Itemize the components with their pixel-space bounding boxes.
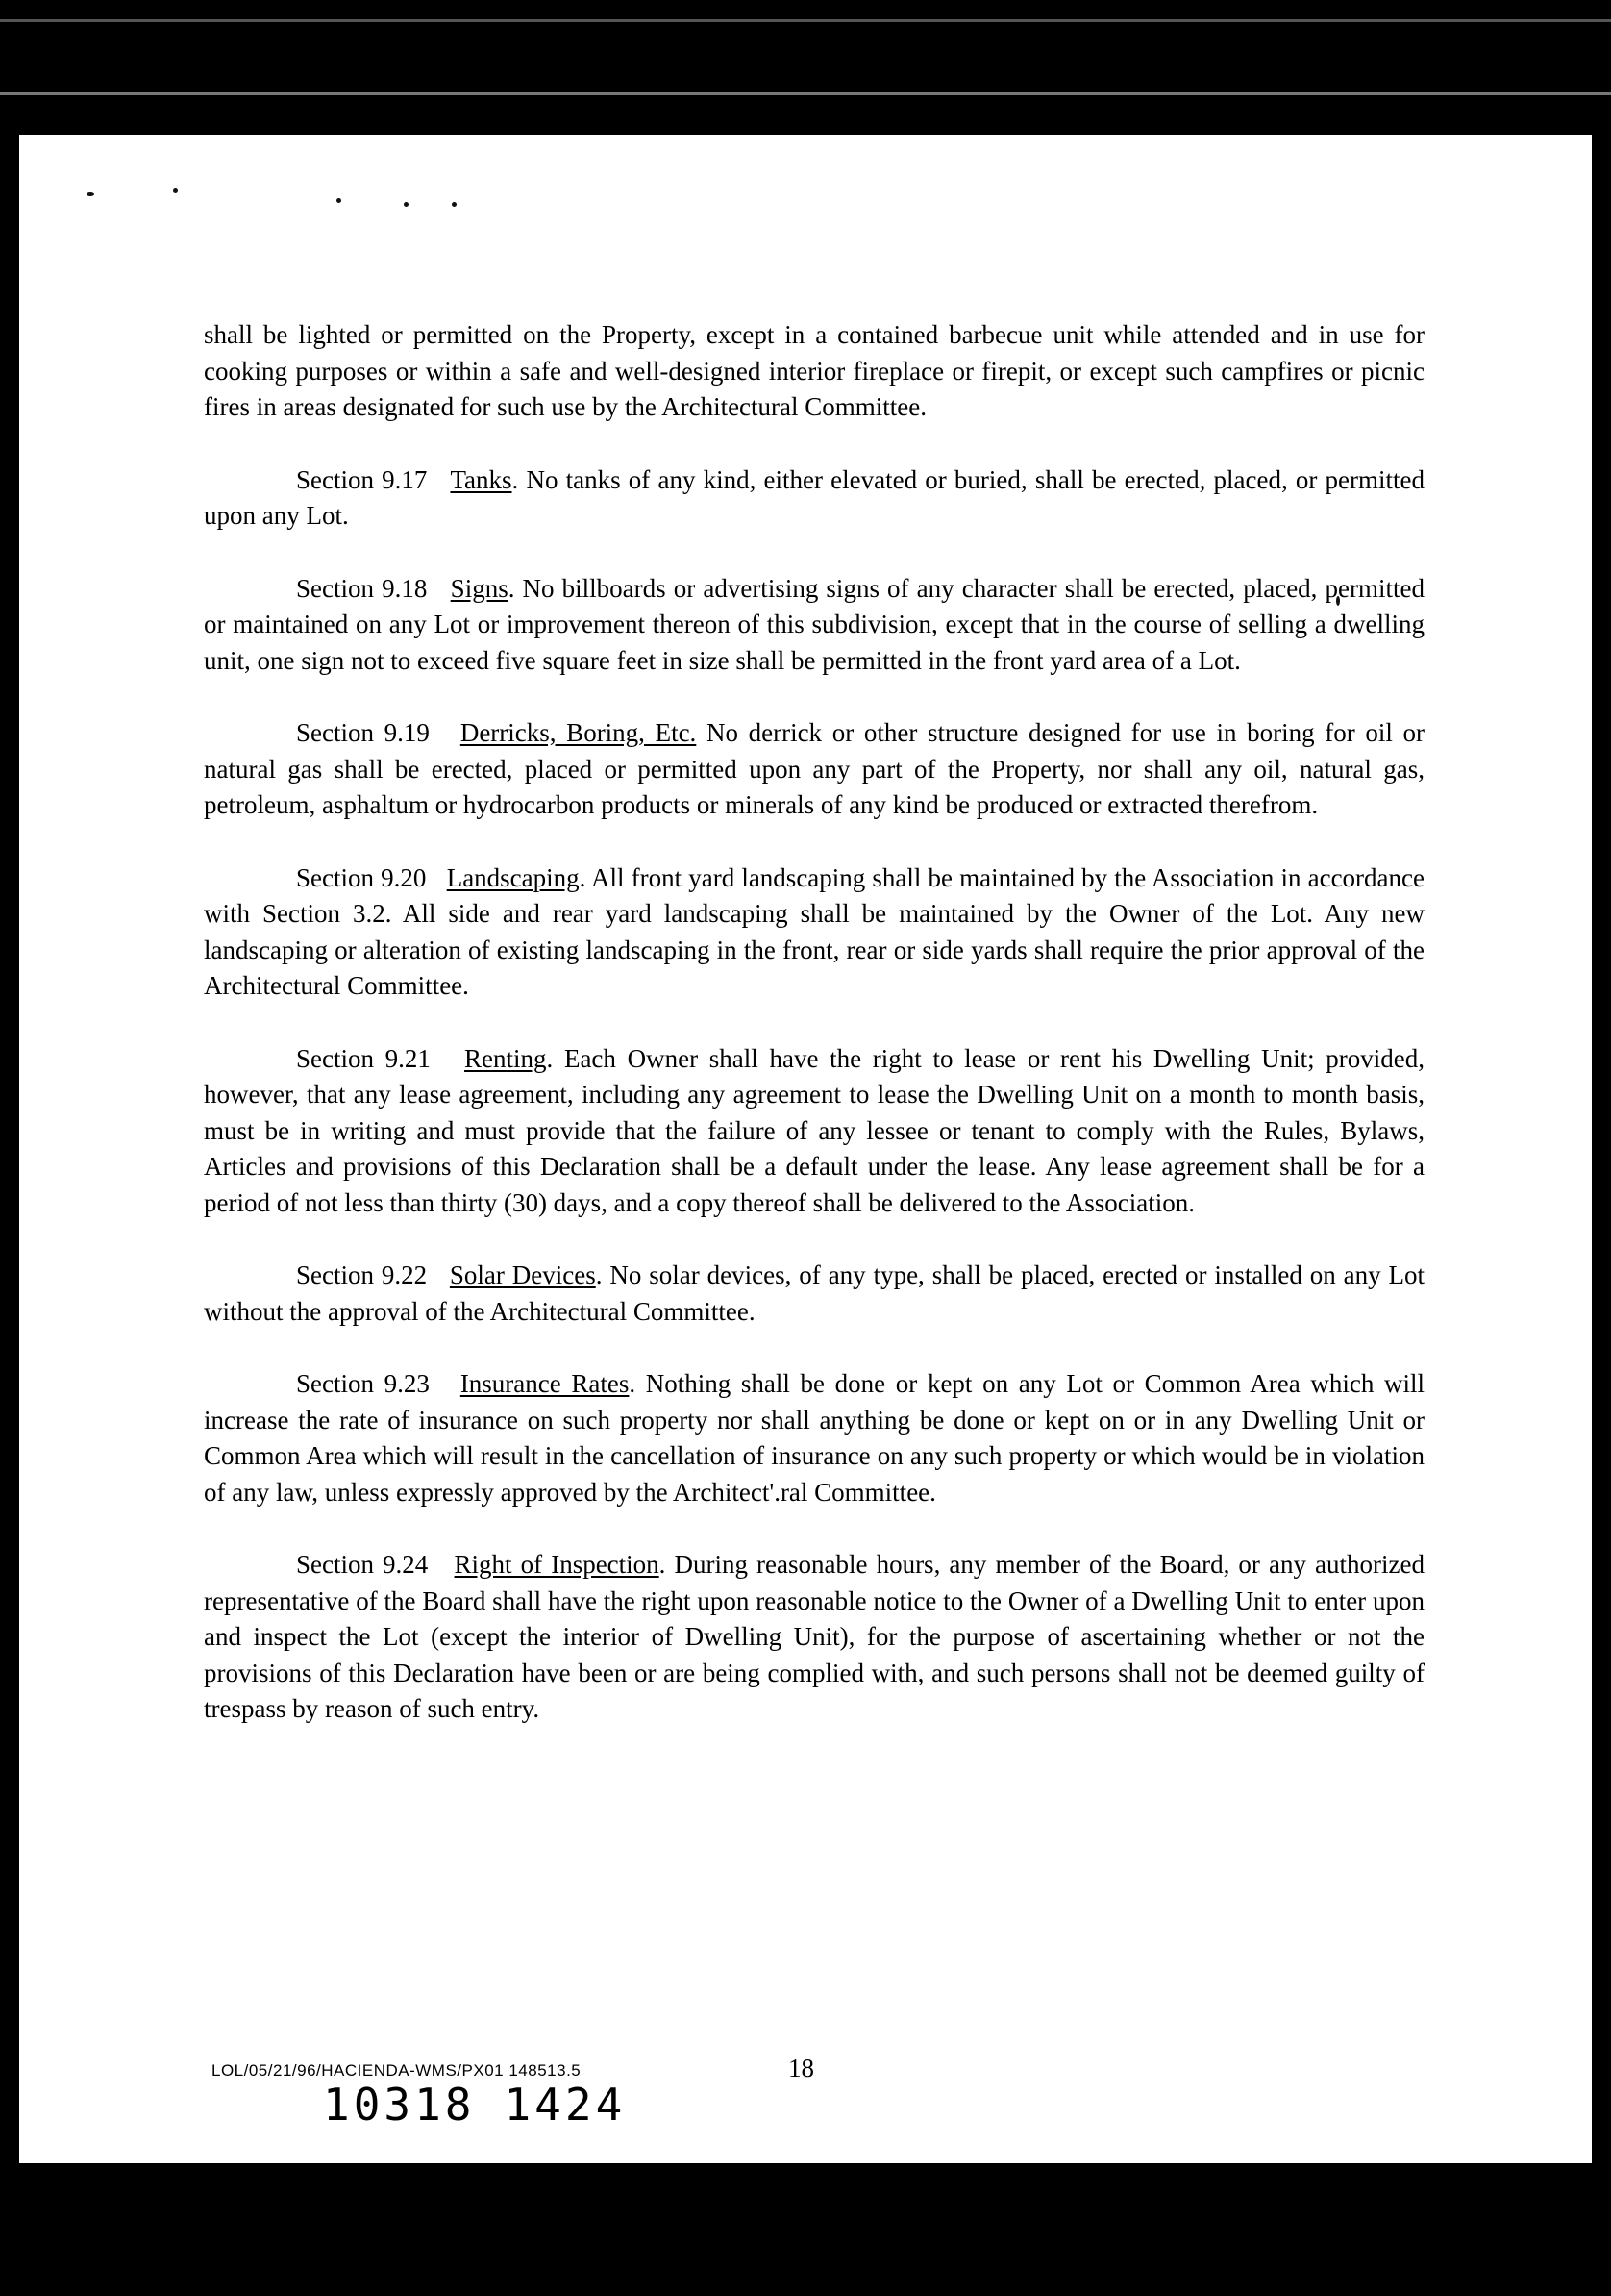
section-body: . No solar devices, of any type, shall be placed, erected or installed on any Lot without the approval of the Architectural Committee. (204, 1260, 1425, 1326)
section-body: . Each Owner shall have the right to lease or rent his Dwelling Unit; provided, however, that any lease agreement, including any agreement to lease the Dwelling Unit on a month to month basis, must be in writing and must provide that the failure of any lessee or tenant to comply with the Rules, Bylaws, Articles and provisions of this Declaration shall be a default under the lease. Any lease agreement shall be for a period of not less than thirty (30) days, and a copy thereof shall be delivered to the Association. (204, 1043, 1425, 1217)
section-9-18 (204, 571, 1425, 680)
section-number: Section 9.22 (296, 1260, 428, 1289)
section-number: Section 9.19 (296, 718, 430, 747)
section-heading: Solar Devices (449, 1260, 596, 1289)
section-9-22 (204, 1258, 1425, 1330)
section-number: Section 9.20 (296, 862, 427, 892)
section-9-17 (204, 462, 1425, 535)
document-page (19, 135, 1592, 2163)
section-body: No derrick or other structure designed for use in boring for oil or natural gas shall be erected, placed or permitted upon any part of the Property, nor shall any oil, natural gas, petroleum, asphaltum or hydrocarbon products or minerals of any kind be produced or extracted therefrom. (204, 718, 1425, 819)
section-9-23 (204, 1366, 1425, 1510)
scan-artifact-line (0, 19, 1611, 22)
section-body: . No tanks of any kind, either elevated or buried, shall be erected, placed, or permitted upon any Lot. (204, 464, 1425, 530)
section-number: Section 9.18 (296, 573, 428, 603)
scan-speck (87, 192, 94, 196)
scan-artifact-line (0, 92, 1611, 95)
section-heading: Signs (450, 573, 508, 603)
section-9-20 (204, 861, 1425, 1005)
section-heading: Derricks, Boring, Etc. (459, 718, 697, 747)
document-body (204, 317, 1425, 1728)
section-heading: Landscaping (446, 862, 580, 892)
section-heading: Right of Inspection (454, 1550, 659, 1579)
section-heading: Insurance Rates (459, 1369, 630, 1398)
section-heading: Renting (464, 1043, 547, 1073)
section-9-24 (204, 1547, 1425, 1728)
section-body: . All front yard landscaping shall be maintained by the Association in accordance with Section 3.2. All side and rear yard landscaping shall be maintained by the Owner of the Lot. Any new landscaping or alteration of existing landscaping in the front, rear or side yards shall require the prior approval of the Architectural Committee. (204, 862, 1425, 1000)
page-number: 18 (788, 2054, 814, 2083)
section-number: Section 9.23 (296, 1369, 430, 1398)
section-number: Section 9.21 (296, 1043, 431, 1073)
section-9-21 (204, 1041, 1425, 1222)
section-number: Section 9.17 (296, 464, 428, 494)
section-heading: Tanks (450, 464, 512, 494)
scan-speck (336, 198, 341, 203)
intro-paragraph: shall be lighted or permitted on the Property, except in a contained barbecue unit while attended and in use for cooking purposes or within a safe and well-designed interior fireplace or firepit, or except such campfires or picnic fires in areas designated for such use by the Architectural Committee. (204, 320, 1425, 421)
section-body: . During reasonable hours, any member of the Board, or any authorized representative of the Board shall have the right upon reasonable notice to the Owner of a Dwelling Unit to enter upon and inspect the Lot (except the interior of Dwelling Unit), for the purpose of ascertaining whether or not the provisions of this Declaration have been or are being complied with, and such persons shall not be deemed guilty of trespass by reason of such entry. (204, 1550, 1425, 1723)
scan-speck (173, 188, 178, 193)
section-number: Section 9.24 (296, 1550, 429, 1579)
section-9-19 (204, 715, 1425, 824)
stamp-page-number: 1424 (504, 2079, 627, 2131)
scan-speck (404, 202, 409, 207)
section-body: . No billboards or advertising signs of any character shall be erected, placed, permitted or maintained on any Lot or improvement thereon of this subdivision, except that in the course of selling a dwelling unit, one sign not to exceed five square feet in size shall be permitted in the front yard area of a Lot. (204, 573, 1425, 675)
document-footer-code: LOL/05/21/96/HACIENDA-WMS/PX01 148513.5 (211, 2061, 582, 2080)
stamp-book-number: 10318 (323, 2079, 476, 2131)
scan-speck (452, 202, 457, 207)
section-body: . Nothing shall be done or kept on any Lot or Common Area which will increase the rate of insurance on such property nor shall anything be done or kept on or in any Dwelling Unit or Common Area which will result in the cancellation of insurance on any such property or which would be in violation of any law, unless expressly approved by the Architect'.ral Committee. (204, 1369, 1425, 1507)
recording-stamp (323, 2079, 655, 2131)
